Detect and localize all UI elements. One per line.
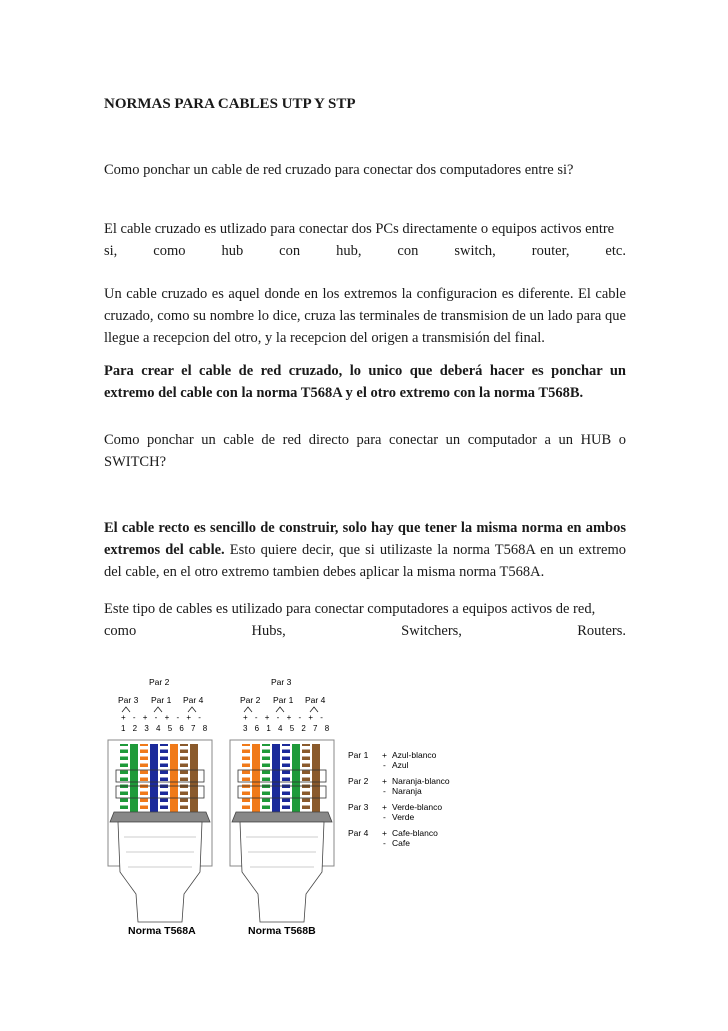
wire-stripe [282, 802, 290, 806]
legend-minus-color: Azul [392, 760, 409, 770]
question-crossover: Como ponchar un cable de red cruzado para conectar dos computadores entre si? [104, 162, 574, 178]
legend-minus-sign: - [383, 786, 386, 796]
paragraph-line-spread [104, 240, 626, 262]
wire-stripe [180, 781, 188, 785]
word: Routers. [577, 623, 626, 639]
wire-stripe [160, 802, 168, 806]
wire-stripe [302, 774, 310, 778]
pair-mid-label: Par 1 [273, 695, 294, 705]
paragraph-line-spread [104, 620, 626, 642]
wire-stripe [302, 760, 310, 764]
wire-bundle [242, 744, 320, 813]
polarity-row: + - + - + - + - [243, 713, 326, 722]
wire-stripe [140, 746, 148, 750]
legend-minus-sign: - [383, 838, 386, 848]
wire-stripe [262, 802, 270, 806]
wire-orange [170, 744, 178, 812]
wire-stripe [160, 753, 168, 757]
legend-minus-sign: - [383, 812, 386, 822]
pair-right-label: Par 4 [183, 695, 204, 705]
wire-stripe [242, 774, 250, 778]
legend-pair-label: Par 2 [348, 776, 369, 786]
pair-top-label: Par 3 [271, 677, 292, 687]
legend-pair-label: Par 1 [348, 750, 369, 760]
plug-t568a [108, 677, 212, 937]
wire-stripe [242, 781, 250, 785]
paragraph-line: El cable cruzado es utlizado para conectar dos PCs directamente o equipos activos entre [104, 221, 615, 237]
wire-blue [150, 744, 158, 812]
word: switch, [454, 243, 496, 259]
wire-stripe [302, 746, 310, 750]
legend-plus-sign: + [382, 750, 387, 760]
wire-stripe [242, 753, 250, 757]
wire-brown [312, 744, 320, 812]
pair-left-label: Par 3 [118, 695, 139, 705]
plug-label: Norma T568A [128, 925, 196, 937]
legend-plus-sign: + [382, 828, 387, 838]
legend-plus-color: Verde-blanco [392, 802, 443, 812]
pair-right-label: Par 4 [305, 695, 326, 705]
paragraph-bold-part: El cable recto es sencillo de construir, solo hay que tener la misma norma en ambos extremos del cable. [104, 520, 626, 558]
wire-brown [190, 744, 198, 812]
word: Hubs, [251, 623, 286, 639]
wire-stripe [140, 753, 148, 757]
paragraph-crossover-instruction: Para crear el cable de red cruzado, lo unico que deberá hacer es ponchar un extremo del cable con la norma T568A y el otro extremo con la norma T568B. [104, 363, 626, 401]
wire-stripe [140, 774, 148, 778]
legend-plus-sign: + [382, 776, 387, 786]
legend-minus-sign: - [383, 760, 386, 770]
paragraph-crossover-definition: Un cable cruzado es aquel donde en los extremos la configuracion es diferente. El cable cruzado, como su nombre lo dice, cruza las terminales de transmision de un lado para que llegue a recepcion del otro, y la recepcion del origen a transmisión del final. [104, 286, 626, 346]
wire-color-legend [348, 750, 450, 848]
wire-stripe [140, 760, 148, 764]
wire-stripe [262, 774, 270, 778]
pair-top-label: Par 2 [149, 677, 170, 687]
wire-green [292, 744, 300, 812]
wire-stripe [140, 781, 148, 785]
legend-plus-color: Cafe-blanco [392, 828, 438, 838]
legend-plus-sign: + [382, 802, 387, 812]
wire-stripe [120, 788, 128, 792]
wire-green [130, 744, 138, 812]
legend-minus-color: Naranja [392, 786, 422, 796]
legend-plus-color: Naranja-blanco [392, 776, 450, 786]
word: etc. [605, 243, 626, 259]
wire-blue [272, 744, 280, 812]
paragraph-crossover-usage [104, 218, 626, 262]
wire-stripe [120, 760, 128, 764]
pin-order-row: 1 2 3 4 5 6 7 8 [121, 724, 210, 733]
wire-stripe [180, 774, 188, 778]
wire-stripe [140, 788, 148, 792]
wire-stripe [302, 788, 310, 792]
pair-mid-label: Par 1 [151, 695, 172, 705]
wire-stripe [242, 788, 250, 792]
wire-stripe [302, 753, 310, 757]
wire-stripe [262, 746, 270, 750]
word: Switchers, [401, 623, 462, 639]
word: como [104, 623, 137, 639]
wire-stripe [302, 781, 310, 785]
word: si, [104, 243, 118, 259]
wire-stripe [160, 760, 168, 764]
wire-stripe [282, 774, 290, 778]
wire-stripe [282, 781, 290, 785]
wire-stripe [120, 746, 128, 750]
wire-stripe [120, 802, 128, 806]
wire-stripe [262, 788, 270, 792]
paragraph-straight-usage [104, 598, 626, 642]
polarity-row: + - + - + - + - [121, 713, 204, 722]
legend-plus-color: Azul-blanco [392, 750, 437, 760]
wire-stripe [120, 753, 128, 757]
wire-stripe [282, 788, 290, 792]
wire-stripe [242, 746, 250, 750]
paragraph-normal-part: Esto quiere decir, que si utilizaste la norma T568A en un extremo del cable, en el otro extremo tambien debes aplicar la misma norma T568A. [104, 542, 626, 580]
wire-stripe [180, 753, 188, 757]
word: con [279, 243, 301, 259]
wire-stripe [120, 781, 128, 785]
wire-stripe [120, 774, 128, 778]
plug-label: Norma T568B [248, 925, 316, 937]
rj45-diagram-svg [104, 672, 464, 942]
wire-stripe [282, 746, 290, 750]
plug-t568b [230, 677, 334, 937]
wire-stripe [140, 802, 148, 806]
word: router, [531, 243, 570, 259]
wire-stripe [160, 774, 168, 778]
paragraph-line: Este tipo de cables es utilizado para conectar computadores a equipos activos de red, [104, 601, 596, 617]
wire-stripe [282, 753, 290, 757]
wire-stripe [180, 760, 188, 764]
word: con [397, 243, 419, 259]
legend-pair-label: Par 3 [348, 802, 369, 812]
wire-stripe [160, 781, 168, 785]
wire-stripe [262, 753, 270, 757]
wire-stripe [180, 802, 188, 806]
word: como [153, 243, 186, 259]
wire-stripe [262, 760, 270, 764]
document-title: NORMAS PARA CABLES UTP Y STP [104, 96, 356, 112]
wire-stripe [180, 746, 188, 750]
question-straight: Como ponchar un cable de red directo para conectar un computador a un HUB o SWITCH? [104, 432, 626, 470]
wire-stripe [242, 802, 250, 806]
pair-left-label: Par 2 [240, 695, 261, 705]
legend-minus-color: Verde [392, 812, 415, 822]
legend-minus-color: Cafe [392, 838, 410, 848]
wire-orange [252, 744, 260, 812]
wire-bundle [120, 744, 198, 813]
wire-stripe [302, 802, 310, 806]
word: hub [221, 243, 244, 259]
rj45-wiring-diagram [104, 672, 464, 942]
pin-order-row: 3 6 1 4 5 2 7 8 [243, 724, 332, 733]
wire-stripe [242, 760, 250, 764]
wire-stripe [160, 746, 168, 750]
wire-stripe [282, 760, 290, 764]
paragraph-straight-cable [104, 517, 626, 583]
wire-stripe [262, 781, 270, 785]
wire-stripe [160, 788, 168, 792]
legend-pair-label: Par 4 [348, 828, 369, 838]
word: hub, [336, 243, 362, 259]
wire-stripe [180, 788, 188, 792]
